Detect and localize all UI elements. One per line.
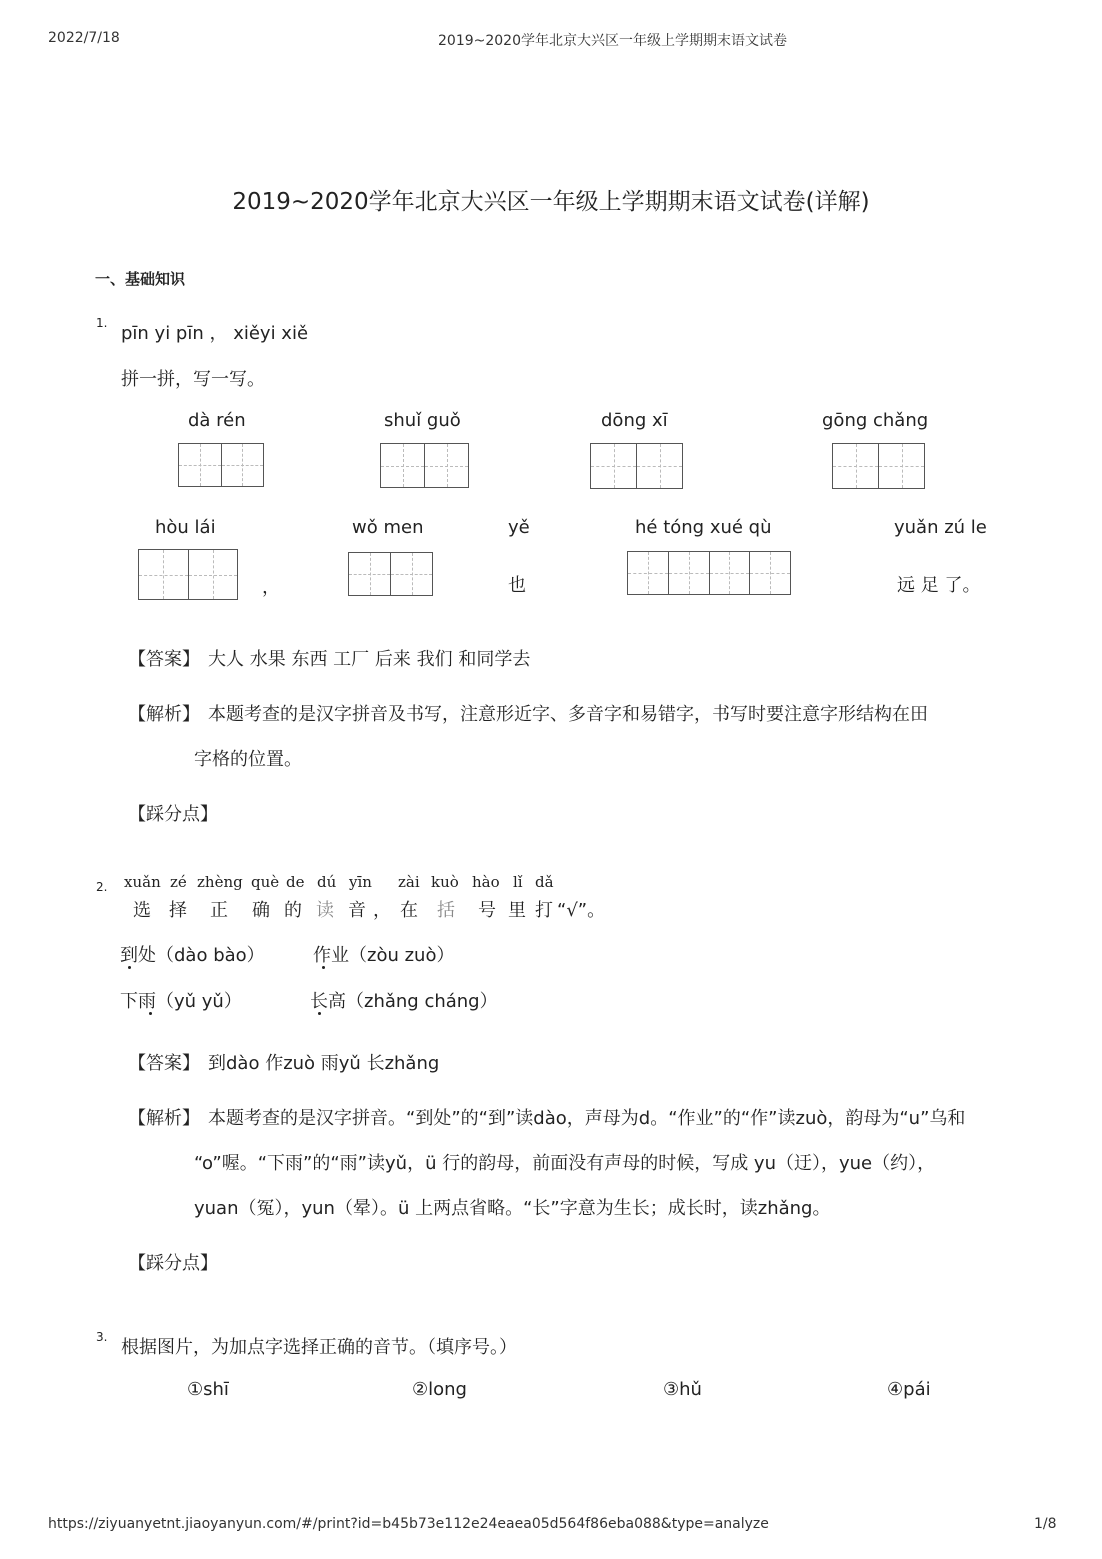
emphasis-dot: [128, 966, 131, 969]
q2-pinyin-zai: zài: [398, 873, 420, 891]
q3-prompt: 根据图片，为加点字选择正确的音节。（填序号。）: [121, 1337, 517, 1358]
q2-pinyin-kuo: kuò: [431, 873, 459, 891]
question-number-3: 3.: [96, 1330, 108, 1344]
q1-analysis-line1: 本题考查的是汉字拼音及书写，注意形近字、多音字和易错字，书写时要注意字形结构在田: [208, 704, 928, 725]
q2-pinyin-li: lǐ: [513, 873, 523, 891]
q2-char-zheng: 正: [210, 900, 228, 921]
tianzige-box-shuiguo[interactable]: [380, 443, 469, 488]
q1-prompt-pinyin: pīn yi pīn ， xiěyi xiě: [121, 323, 309, 344]
q1-pinyin-hetongxuequ: hé tóng xué qù: [635, 517, 772, 538]
footer-url: https://ziyuanyetnt.jiaoyanyun.com/#/print?id=b45b73e112e24eaea05d564f86eba088&type=analyze: [48, 1516, 769, 1532]
q2-pinyin-hao: hào: [472, 873, 500, 891]
q2-pinyin-que: què: [251, 873, 280, 891]
q2-analysis-line1: 本题考查的是汉字拼音。“到处”的“到”读dào，声母为d。“作业”的“作”读zuò，韵母为“u”乌和: [208, 1108, 966, 1129]
q2-item-xiayu: 下雨（yǔ yǔ）: [120, 991, 242, 1012]
q1-points-label: 【踩分点】: [128, 804, 218, 825]
q1-pinyin-women: wǒ men: [352, 517, 424, 538]
q2-char-comma: ，: [373, 900, 391, 921]
q2-char-que: 确: [252, 900, 270, 921]
q2-char-da: 打: [535, 900, 553, 921]
tianzige-box-dongxi[interactable]: [590, 443, 683, 489]
print-date: 2022/7/18: [48, 30, 120, 46]
q2-item-zhanggao: 长高（zhǎng cháng）: [310, 991, 498, 1012]
q1-pinyin-ye: yě: [508, 517, 530, 538]
tianzige-box-hetongxuequ[interactable]: [627, 551, 791, 595]
q2-pinyin-de: de: [286, 873, 305, 891]
q1-pinyin-dongxi: dōng xī: [601, 410, 668, 431]
q1-analysis-label: 【解析】: [128, 704, 200, 725]
q2-answer-label: 【答案】: [128, 1053, 200, 1074]
q2-char-de: 的: [284, 900, 302, 921]
q2-pinyin-yin: yīn: [349, 873, 372, 891]
q1-comma: ，: [262, 577, 280, 598]
q2-char-xuan: 选: [133, 900, 151, 921]
q1-pinyin-gongchang: gōng chǎng: [822, 410, 929, 431]
q2-char-zai: 在: [400, 900, 418, 921]
q1-pinyin-yuanzule: yuǎn zú le: [894, 517, 987, 538]
section-heading: 一、基础知识: [95, 270, 186, 288]
q1-analysis-line2: 字格的位置。: [194, 749, 302, 770]
q2-item-zuoye: 作业（zòu zuò）: [313, 945, 455, 966]
q2-char-checkmark: “√”。: [557, 900, 606, 921]
q2-analysis-label: 【解析】: [128, 1108, 200, 1129]
q2-char-hao: 号: [478, 900, 496, 921]
q2-analysis-line2: “o”喔。“下雨”的“雨”读yǔ，ü 行的韵母，前面没有声母的时候，写成 yu（迂），yue（约），: [194, 1153, 936, 1174]
q2-char-li: 里: [508, 900, 526, 921]
q2-pinyin-zheng: zhèng: [197, 873, 243, 891]
emphasis-dot: [318, 1012, 321, 1015]
q2-item-daochu: 到处（dào bào）: [120, 945, 265, 966]
page-title: 2019~2020学年北京大兴区一年级上学期期末语文试卷(详解): [232, 189, 870, 215]
q2-pinyin-xuan: xuǎn: [124, 873, 161, 891]
q1-pinyin-houlai: hòu lái: [155, 517, 216, 538]
q1-answer-label: 【答案】: [128, 649, 200, 670]
q3-option-4: ④pái: [887, 1379, 931, 1400]
q2-points-label: 【踩分点】: [128, 1253, 218, 1274]
q1-pinyin-daren: dà rén: [188, 410, 246, 431]
q3-option-2: ②long: [412, 1379, 467, 1400]
q2-char-yin: 音: [348, 900, 366, 921]
emphasis-dot: [322, 966, 325, 969]
q2-char-du: 读: [316, 900, 334, 921]
page-number: 1/8: [1034, 1516, 1057, 1532]
q2-answer: 到dào 作zuò 雨yǔ 长zhǎng: [208, 1053, 440, 1074]
emphasis-dot: [149, 1012, 152, 1015]
tianzige-box-daren[interactable]: [178, 443, 264, 487]
q3-option-1: ①shī: [187, 1379, 229, 1400]
q2-pinyin-du: dú: [317, 873, 337, 891]
tianzige-box-gongchang[interactable]: [832, 443, 925, 489]
q1-tail-text: 远 足 了。: [897, 575, 981, 596]
q2-pinyin-da: dǎ: [535, 873, 554, 891]
question-number-2: 2.: [96, 880, 108, 894]
q2-char-ze: 择: [169, 900, 187, 921]
print-doc-title: 2019~2020学年北京大兴区一年级上学期期末语文试卷: [438, 33, 787, 49]
q2-char-kuo: 括: [437, 900, 455, 921]
question-number-1: 1.: [96, 316, 108, 330]
tianzige-box-houlai[interactable]: [138, 549, 238, 600]
q3-option-3: ③hǔ: [663, 1379, 702, 1400]
q1-char-ye: 也: [508, 575, 526, 596]
q2-pinyin-ze: zé: [170, 873, 187, 891]
q1-pinyin-shuiguo: shuǐ guǒ: [384, 410, 461, 431]
q2-analysis-line3: yuan（冤），yun（晕）。ü 上两点省略。“长”字意为生长；成长时，读zhǎng。: [194, 1198, 831, 1219]
q1-answer: 大人 水果 东西 工厂 后来 我们 和同学去: [208, 649, 531, 670]
tianzige-box-women[interactable]: [348, 552, 433, 596]
q1-prompt: 拼一拼，写一写。: [121, 369, 265, 390]
